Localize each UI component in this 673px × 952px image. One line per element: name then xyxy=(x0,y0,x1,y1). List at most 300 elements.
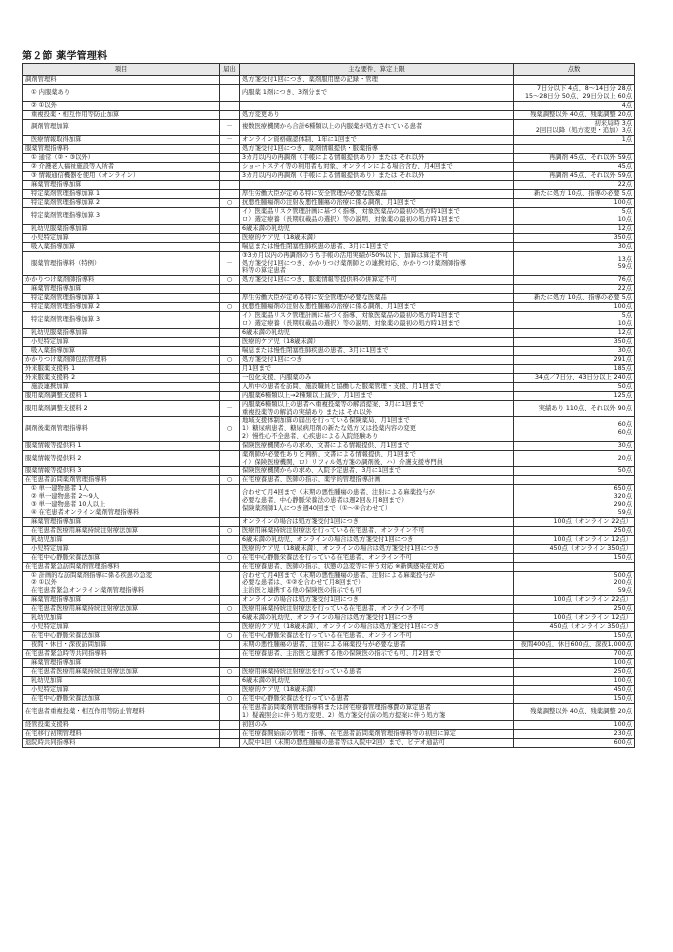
requirement-cell xyxy=(240,346,514,355)
requirement-cell-line: オンラインの場合は処方箋受付1回につき xyxy=(242,517,360,525)
requirement-cell-line: 保険医療機関からの求め、入院予定患者、3月に1回まで xyxy=(242,467,401,475)
notification-mark xyxy=(220,562,240,571)
requirement-cell xyxy=(240,145,514,154)
points-cell xyxy=(514,658,635,667)
requirement-cell-line: 2）慢性心不全患者、心疾患による入院経験あり xyxy=(242,432,379,440)
points-cell-line: 100点（オンライン 22点） xyxy=(553,596,632,604)
item-cell-line: 吸入薬指導加算 xyxy=(31,242,76,250)
item-cell xyxy=(23,294,220,303)
item-cell-line: 小児特定加算 xyxy=(31,623,69,631)
item-cell xyxy=(23,163,220,172)
item-cell xyxy=(23,467,220,476)
item-cell-line: 在宅患者医療用麻薬持続注射療法加算 xyxy=(31,668,139,676)
table-row xyxy=(23,526,635,535)
table-row xyxy=(23,571,635,595)
points-cell xyxy=(514,294,635,303)
requirement-cell xyxy=(240,729,514,738)
table-row xyxy=(23,676,635,685)
item-cell-line: 服用薬剤調整支援料 2 xyxy=(25,404,88,412)
item-cell xyxy=(23,199,220,208)
points-cell-line: 100点（オンライン 12点） xyxy=(553,614,632,622)
notification-mark xyxy=(220,233,240,242)
requirement-cell-line: 保険薬剤師1人につき週40回まで（①～④合わせて） xyxy=(242,504,392,512)
requirement-cell xyxy=(240,595,514,604)
points-cell-line: 20点 xyxy=(617,454,632,462)
requirement-cell xyxy=(240,544,514,553)
requirement-cell-line: 内服薬6種類以上→2種類以上減少、月1回まで xyxy=(242,391,373,399)
requirement-cell xyxy=(240,328,514,337)
requirement-cell-line: 必要な患者は、①②を合わせて月8回まで） xyxy=(242,579,365,587)
points-cell-line: 59点 xyxy=(617,263,632,271)
table-row xyxy=(23,85,635,102)
section-title: 第２節 薬学管理料 xyxy=(22,51,108,62)
points-cell xyxy=(514,694,635,703)
points-cell-line: 15～28日分 50点、29日分以上 60点 xyxy=(524,92,632,100)
requirement-cell xyxy=(240,276,514,285)
points-cell xyxy=(514,685,635,694)
table-row xyxy=(23,303,635,312)
requirement-cell xyxy=(240,110,514,119)
notification-mark xyxy=(220,285,240,294)
item-cell-line: 在宅中心静脈栄養法加算 xyxy=(31,695,101,703)
points-cell xyxy=(514,251,635,275)
requirement-cell-line: 医療的ケア児（18歳未満） xyxy=(242,233,320,241)
notification-mark: ○ xyxy=(220,417,240,441)
points-cell xyxy=(514,242,635,251)
requirement-cell xyxy=(240,467,514,476)
item-cell xyxy=(23,595,220,604)
item-cell xyxy=(23,640,220,649)
points-cell-line: 230点 xyxy=(613,729,632,737)
points-cell-line: 250点 xyxy=(613,668,632,676)
item-cell xyxy=(23,101,220,110)
requirement-cell-line: 処方箋受付1回につき、かかりつけ薬剤師との連携対応、かかりつけ薬剤師指導 xyxy=(242,259,467,267)
item-cell-line: 経管投薬支援料 xyxy=(25,720,70,728)
requirement-cell-line: 地域支援体制加算の届出を行っている保険薬局、月1回まで xyxy=(242,417,410,425)
header-item: 項目 xyxy=(23,64,220,76)
item-cell xyxy=(23,364,220,373)
item-cell-line: 小児特定加算 xyxy=(31,233,69,241)
notification-mark xyxy=(220,208,240,225)
points-cell-line: 10点 xyxy=(617,215,632,223)
item-cell xyxy=(23,613,220,622)
requirement-cell-line: 医療的ケア児（18歳未満） xyxy=(242,686,320,694)
requirement-cell xyxy=(240,337,514,346)
requirement-cell xyxy=(240,163,514,172)
notification-mark xyxy=(220,613,240,622)
notification-mark xyxy=(220,685,240,694)
requirement-cell-line: 1）糖尿病患者、糖尿病用剤の新たな処方又は投薬内容の変更 xyxy=(242,425,417,433)
item-cell-line: 乳幼児加算 xyxy=(31,535,63,543)
table-row xyxy=(23,172,635,181)
notification-mark xyxy=(220,145,240,154)
notification-mark xyxy=(220,154,240,163)
points-cell xyxy=(514,85,635,102)
table-row xyxy=(23,604,635,613)
notification-mark xyxy=(220,738,240,747)
item-cell xyxy=(23,154,220,163)
points-cell-line: 700点 xyxy=(613,650,632,658)
requirement-cell-line: 在宅療養患者、医師の指示、状態の急変等に伴う対応 ※新興感染症対応 xyxy=(242,562,445,570)
table-row xyxy=(23,467,635,476)
points-cell xyxy=(514,400,635,417)
requirement-cell-line: 厚生労働大臣が定める特に安全管理が必要な医薬品 xyxy=(242,294,387,302)
requirement-cell-line: 内服薬 1剤につき、3剤分まで xyxy=(242,88,328,96)
points-cell xyxy=(514,208,635,225)
table-row xyxy=(23,720,635,729)
item-cell-line: 調剤管理料 xyxy=(25,76,57,84)
item-cell-line: 在宅患者訪問薬剤管理指導料 xyxy=(25,476,107,484)
item-cell xyxy=(23,119,220,136)
item-cell-line: 調剤管理加算 xyxy=(31,123,69,131)
notification-mark xyxy=(220,190,240,199)
requirement-cell xyxy=(240,667,514,676)
item-cell xyxy=(23,242,220,251)
requirement-cell xyxy=(240,613,514,622)
notification-mark xyxy=(220,535,240,544)
item-cell xyxy=(23,382,220,391)
points-cell xyxy=(514,517,635,526)
item-cell-line: 小児特定加算 xyxy=(31,686,69,694)
item-cell-line: 在宅中心静脈栄養法加算 xyxy=(31,632,101,640)
table-row xyxy=(23,649,635,658)
points-cell-line: 350点 xyxy=(613,233,632,241)
requirement-cell-line: 内服薬6種類以上の患者へ重複投薬等の解消提案、3月に1回まで xyxy=(242,400,425,408)
table-row xyxy=(23,640,635,649)
points-cell-line: 30点 xyxy=(617,242,632,250)
points-cell-line: 125点 xyxy=(613,391,632,399)
item-cell xyxy=(23,729,220,738)
requirement-cell xyxy=(240,242,514,251)
table-body xyxy=(23,76,635,748)
requirement-cell-line: 在宅中心静脈栄養法を行っている在宅患者、オンライン不可 xyxy=(242,553,412,561)
table-row xyxy=(23,613,635,622)
requirement-cell-line: オンライン資格確認体制、1年に1回まで xyxy=(242,136,357,144)
item-cell xyxy=(23,276,220,285)
notification-mark xyxy=(220,676,240,685)
item-cell xyxy=(23,694,220,703)
table-row xyxy=(23,631,635,640)
notification-mark: ○ xyxy=(220,694,240,703)
item-cell xyxy=(23,312,220,329)
points-cell-line: 60点 xyxy=(617,429,632,437)
points-cell-line: 5点 xyxy=(621,208,632,216)
item-cell xyxy=(23,604,220,613)
requirement-cell-line: 3カ月以内の再調剤（手帳による情報提供あり）または それ以外 xyxy=(242,154,425,162)
item-cell-line: 特定薬剤管理指導加算 2 xyxy=(31,303,100,311)
requirement-cell xyxy=(240,604,514,613)
table-row xyxy=(23,208,635,225)
item-cell-line: ④ 在宅患者オンライン薬剤管理指導料 xyxy=(31,508,140,516)
notification-mark: － xyxy=(220,251,240,275)
requirement-cell xyxy=(240,119,514,136)
points-cell-line: 新たに処方 10点、指導の必要 5点 xyxy=(534,190,632,198)
item-cell-line: 服用薬剤調整支援料 1 xyxy=(25,391,88,399)
requirement-cell-line: 在宅中心静脈栄養法を行っている患者 xyxy=(242,695,350,703)
requirement-cell-line: 6歳未満の乳幼児、オンラインの場合は処方箋受付1回につき xyxy=(242,614,414,622)
table-row xyxy=(23,190,635,199)
notification-mark xyxy=(220,76,240,85)
requirement-cell-line: 在宅患者訪問薬剤管理指導料または居宅療養管理指導費の算定患者 xyxy=(242,703,431,711)
points-cell-line: 76点 xyxy=(617,276,632,284)
item-cell xyxy=(23,328,220,337)
notification-mark xyxy=(220,85,240,102)
requirement-cell xyxy=(240,553,514,562)
item-cell-line: 特定薬剤管理指導加算 1 xyxy=(31,294,100,302)
table-row xyxy=(23,535,635,544)
notification-mark: － xyxy=(220,119,240,136)
points-cell xyxy=(514,233,635,242)
table-row xyxy=(23,738,635,747)
table-row xyxy=(23,667,635,676)
table-row xyxy=(23,251,635,275)
item-cell xyxy=(23,145,220,154)
item-cell-line: ① 通常（②・③以外） xyxy=(31,154,95,162)
notification-mark xyxy=(220,242,240,251)
item-cell-line: 麻薬管理指導加算 xyxy=(31,517,82,525)
requirement-cell xyxy=(240,685,514,694)
item-cell-line: ③ 単一建物患者 10人以上 xyxy=(31,500,106,508)
requirement-cell-line: 6歳未満の乳幼児 xyxy=(242,328,291,336)
requirement-cell-line: イ）保険医療機関、ロ）リフィル処方箋の調剤後、ハ）介護支援専門員 xyxy=(242,458,443,466)
notification-mark: － xyxy=(220,136,240,145)
table-row xyxy=(23,373,635,382)
table-row xyxy=(23,154,635,163)
requirement-cell-line: 処方箋受付1回につき、薬剤服用歴の記録・管理 xyxy=(242,76,378,84)
item-cell-line: 麻薬管理指導加算 xyxy=(31,659,82,667)
item-cell xyxy=(23,676,220,685)
requirement-cell-line: 厚生労働大臣が定める特に安全管理が必要な医薬品 xyxy=(242,190,387,198)
points-cell-line: 初来局時 3点 xyxy=(594,119,632,127)
points-cell-line: 150点 xyxy=(613,695,632,703)
notification-mark: ○ xyxy=(220,355,240,364)
requirement-cell xyxy=(240,172,514,181)
requirement-cell xyxy=(240,640,514,649)
table-row xyxy=(23,400,635,417)
requirement-cell xyxy=(240,450,514,467)
points-cell-line: 100点 xyxy=(613,720,632,728)
notification-mark xyxy=(220,441,240,450)
notification-mark: ○ xyxy=(220,303,240,312)
item-cell xyxy=(23,476,220,485)
notification-mark xyxy=(220,110,240,119)
item-cell-line: 特定薬剤管理指導加算 3 xyxy=(31,316,100,324)
requirement-cell-line: 主治医と連携する他の保険医の指示でも可 xyxy=(242,587,362,595)
points-cell xyxy=(514,553,635,562)
requirement-cell xyxy=(240,303,514,312)
requirement-cell-line: 初回のみ xyxy=(242,720,268,728)
requirement-cell-line: 入所中の患者を訪問、施設職員と協働した服薬管理・支援、月1回まで xyxy=(242,382,442,390)
item-cell-line: かかりつけ薬剤師包括管理料 xyxy=(25,355,107,363)
points-cell-line: 350点 xyxy=(613,337,632,345)
points-cell-line: 250点 xyxy=(613,605,632,613)
item-cell-line: 在宅患者緊急オンライン薬剤管理指導料 xyxy=(31,587,145,595)
table-row xyxy=(23,476,635,485)
item-cell xyxy=(23,136,220,145)
management-fee-table xyxy=(22,63,635,748)
points-cell xyxy=(514,355,635,364)
points-cell-line: 185点 xyxy=(613,364,632,372)
points-cell xyxy=(514,703,635,720)
points-cell xyxy=(514,604,635,613)
points-cell-line: 実績あり 110点、それ以外 90点 xyxy=(538,404,632,412)
item-cell xyxy=(23,535,220,544)
header-requirements: 主な要件、算定上限 xyxy=(240,64,514,76)
requirement-cell-line: 6歳未満の乳幼児 xyxy=(242,224,291,232)
points-cell xyxy=(514,364,635,373)
table-row xyxy=(23,450,635,467)
points-cell-line: 再調剤 45点、それ以外 59点 xyxy=(549,154,632,162)
requirement-cell xyxy=(240,181,514,190)
points-cell xyxy=(514,119,635,136)
requirement-cell-line: 薬剤師が必要性ありと判断、文書による情報提供、月1回まで xyxy=(242,450,417,458)
item-cell xyxy=(23,450,220,467)
table-row xyxy=(23,312,635,329)
requirement-cell-line: 3カ月以内の再調剤（手帳による情報提供あり）または それ以外 xyxy=(242,172,425,180)
table-row xyxy=(23,110,635,119)
points-cell-line: 450点（オンライン 350点） xyxy=(549,623,632,631)
points-cell xyxy=(514,303,635,312)
points-cell xyxy=(514,373,635,382)
item-cell xyxy=(23,720,220,729)
requirement-cell xyxy=(240,208,514,225)
points-cell xyxy=(514,346,635,355)
item-cell-line: ① 単一建物患者 1人 xyxy=(31,485,89,493)
points-cell xyxy=(514,224,635,233)
notification-mark: ○ xyxy=(220,276,240,285)
notification-mark: ○ xyxy=(220,199,240,208)
table-row xyxy=(23,382,635,391)
points-cell-line: 新たに処方 10点、指導の必要 5点 xyxy=(534,294,632,302)
requirement-cell xyxy=(240,85,514,102)
points-cell xyxy=(514,640,635,649)
item-cell-line: 小児特定加算 xyxy=(31,337,69,345)
table-row xyxy=(23,355,635,364)
requirement-cell-line: 在宅中心静脈栄養法を行っている在宅患者、オンライン不可 xyxy=(242,632,412,640)
requirement-cell-line: オンラインの場合は処方箋受付1回につき xyxy=(242,596,360,604)
item-cell-line: 在宅患者緊急訪問薬剤管理指導料 xyxy=(25,562,120,570)
requirement-cell xyxy=(240,190,514,199)
points-cell-line: 650点 xyxy=(613,485,632,493)
item-cell-line: ② ①以外 xyxy=(31,101,57,109)
requirement-cell xyxy=(240,76,514,85)
points-cell xyxy=(514,595,635,604)
item-cell-line: 調剤後薬剤管理指導料 xyxy=(25,425,88,433)
item-cell-line: 夜間・休日・深夜訪問加算 xyxy=(31,641,107,649)
points-cell-line: 12点 xyxy=(617,328,632,336)
item-cell xyxy=(23,355,220,364)
item-cell-line: 外来服薬支援料 1 xyxy=(25,364,76,372)
item-cell-line: 麻薬管理指導加算 xyxy=(31,596,82,604)
points-cell-line: 22点 xyxy=(617,181,632,189)
points-cell-line: 5点 xyxy=(621,312,632,320)
item-cell xyxy=(23,391,220,400)
requirement-cell xyxy=(240,562,514,571)
requirement-cell-line: ロ）選定療養（長期収載品の選択）等の説明、対象薬の最初の処方時1回まで xyxy=(242,215,461,223)
item-cell xyxy=(23,181,220,190)
table-row xyxy=(23,101,635,110)
table-row xyxy=(23,199,635,208)
points-cell xyxy=(514,312,635,329)
requirement-cell xyxy=(240,476,514,485)
notification-mark: ○ xyxy=(220,631,240,640)
requirement-cell xyxy=(240,676,514,685)
table-row xyxy=(23,76,635,85)
table-row xyxy=(23,517,635,526)
item-cell-line: ① 内服薬あり xyxy=(31,88,71,96)
points-cell-line: 150点 xyxy=(613,632,632,640)
points-cell-line: 150点 xyxy=(613,553,632,561)
points-cell xyxy=(514,285,635,294)
item-cell-line: 服薬情報等提供料 1 xyxy=(25,441,82,449)
points-cell-line: 22点 xyxy=(617,285,632,293)
requirement-cell-line: 医療用麻薬持続注射療法を行っている患者 xyxy=(242,668,362,676)
item-cell-line: 服薬情報等提供料 3 xyxy=(25,467,82,475)
points-cell-line: 7日分以下 4点、8～14日分 28点 xyxy=(536,85,632,92)
requirement-cell xyxy=(240,535,514,544)
notification-mark xyxy=(220,224,240,233)
item-cell xyxy=(23,553,220,562)
item-cell-line: ③ 情報通信機器を使用（オンライン） xyxy=(31,172,140,180)
points-cell-line: 291点 xyxy=(613,355,632,363)
requirement-cell xyxy=(240,224,514,233)
requirement-cell-line: 入院中1回（末期の悪性腫瘍の患者等は入院中2回）まで、ビデオ通話可 xyxy=(242,738,445,746)
points-cell-line: 34点／7日分、43日分以上 240点 xyxy=(534,373,632,381)
requirement-cell-line: 6歳未満の乳幼児 xyxy=(242,677,291,685)
notification-mark xyxy=(220,595,240,604)
requirement-cell-line: 合わせて月4回まで（末期の悪性腫瘍の患者、注射による麻薬投与が xyxy=(242,571,435,579)
notification-mark: ○ xyxy=(220,476,240,485)
requirement-cell-line: 医療用麻薬持続注射療法を行っている在宅患者、オンライン不可 xyxy=(242,605,425,613)
requirement-cell-line: 喘息または慢性閉塞性肺疾患の患者、3月に1回まで xyxy=(242,242,389,250)
points-cell xyxy=(514,450,635,467)
points-cell xyxy=(514,101,635,110)
notification-mark xyxy=(220,346,240,355)
item-cell-line: 重複投薬・相互作用等防止加算 xyxy=(31,110,120,118)
points-cell-line: 500点 xyxy=(613,571,632,579)
points-cell xyxy=(514,163,635,172)
requirement-cell xyxy=(240,400,514,417)
points-cell-line: 450点（オンライン 350点） xyxy=(549,544,632,552)
notification-mark xyxy=(220,517,240,526)
points-cell xyxy=(514,441,635,450)
item-cell xyxy=(23,441,220,450)
requirement-cell-line: 在宅療養患者、主治医と連携する他の保険医の指示でも可、月2回まで xyxy=(242,650,442,658)
points-cell xyxy=(514,676,635,685)
item-cell-line: ① 計画的な訪問薬剤指導に係る疾患の急変 xyxy=(31,571,152,579)
table-row xyxy=(23,703,635,720)
requirement-cell-line: 処方変更あり xyxy=(242,110,280,118)
notification-mark xyxy=(220,720,240,729)
points-cell-line: 50点 xyxy=(617,382,632,390)
item-cell xyxy=(23,417,220,441)
item-cell-line: 吸入薬指導加算 xyxy=(31,346,76,354)
notification-mark: － xyxy=(220,400,240,417)
item-cell xyxy=(23,233,220,242)
points-cell xyxy=(514,76,635,85)
requirement-cell xyxy=(240,526,514,535)
table-row xyxy=(23,224,635,233)
points-cell xyxy=(514,110,635,119)
table-row xyxy=(23,163,635,172)
notification-mark xyxy=(220,649,240,658)
points-cell-line: 30点 xyxy=(617,441,632,449)
points-cell-line: 450点 xyxy=(613,686,632,694)
points-cell xyxy=(514,535,635,544)
requirement-cell xyxy=(240,658,514,667)
points-cell-line: 夜間400点、休日600点、深夜1,000点 xyxy=(520,641,632,649)
points-cell xyxy=(514,417,635,441)
